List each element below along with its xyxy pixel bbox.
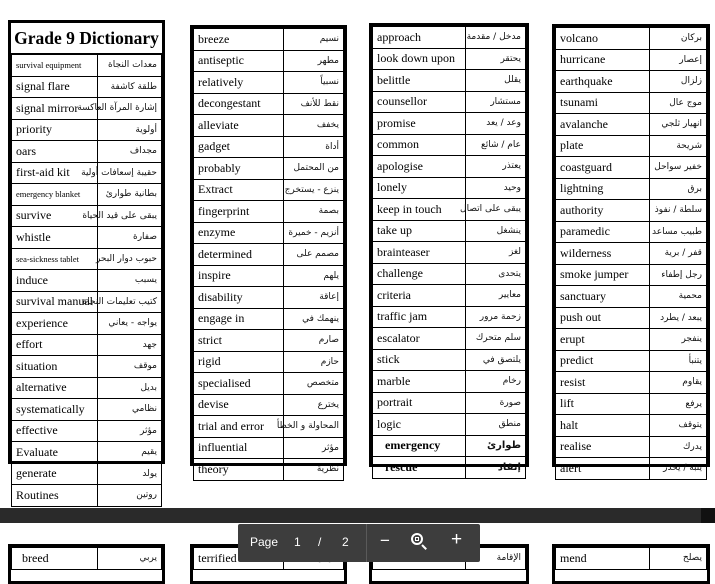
table-row [373, 70, 526, 92]
english-word: engage in [194, 308, 284, 330]
table-row [194, 394, 344, 416]
english-word: take up [373, 220, 466, 242]
english-word: probably [194, 158, 284, 180]
arabic-translation: صارم [284, 330, 344, 352]
arabic-translation: مستشار [466, 91, 526, 113]
arabic-translation: وحيد [466, 177, 526, 199]
english-word: effective [12, 420, 98, 442]
english-word: enzyme [194, 222, 284, 244]
table-row [194, 330, 344, 352]
table-row [12, 442, 162, 464]
page2-column-1 [8, 544, 165, 584]
arabic-translation: منطق [466, 414, 526, 436]
table-row [12, 377, 162, 399]
arabic-translation: يدرك [649, 436, 706, 458]
table-row [194, 158, 344, 180]
arabic-translation: زلزال [649, 71, 706, 93]
english-word: resist [556, 372, 650, 394]
arabic-translation: يعتذر [466, 156, 526, 178]
english-word: disability [194, 287, 284, 309]
arabic-translation: إنقاذ [466, 457, 526, 479]
page-label: Page [250, 535, 279, 549]
toolbar-divider [366, 524, 367, 562]
english-word: hurricane [556, 49, 650, 71]
table-row [194, 287, 344, 309]
english-word: traffic jam [373, 306, 466, 328]
table-row [373, 156, 526, 178]
english-word: alleviate [194, 115, 284, 137]
english-word: survival equipment [12, 55, 98, 77]
arabic-translation: يرفع [649, 393, 706, 415]
table-row [556, 393, 707, 415]
arabic-translation: خفير سواحل [649, 157, 706, 179]
arabic-translation: مدخل / مقدمة [466, 27, 526, 49]
table-row [373, 27, 526, 49]
table-row [194, 179, 344, 201]
english-word: whistle [12, 227, 98, 249]
english-word: determined [194, 244, 284, 266]
english-word: theory [194, 459, 284, 481]
arabic-translation: محمية [649, 286, 706, 308]
table-row [194, 351, 344, 373]
table-row [556, 307, 707, 329]
page2-column-4 [552, 544, 710, 584]
english-word: devise [194, 394, 284, 416]
english-word: inspire [194, 265, 284, 287]
table-row [194, 308, 344, 330]
arabic-translation: يلهم [284, 265, 344, 287]
arabic-translation: يواجه - يعاني [97, 313, 162, 335]
table-row [373, 392, 526, 414]
english-word: terrified [194, 548, 284, 570]
arabic-translation: من المحتمل [284, 158, 344, 180]
arabic-translation: يتحدى [466, 263, 526, 285]
arabic-translation: ينزع - يستخرج [284, 179, 344, 201]
table-row [194, 244, 344, 266]
arabic-translation: نظرية [284, 459, 344, 481]
table-row [12, 356, 162, 378]
viewer-scroll-edge [701, 508, 715, 523]
table-row [12, 334, 162, 356]
english-word: look down upon [373, 48, 466, 70]
arabic-translation: مصمم على [284, 244, 344, 266]
table-row [373, 435, 526, 457]
arabic-translation: أداة [284, 136, 344, 158]
table-row [373, 177, 526, 199]
table-row [556, 436, 707, 458]
arabic-translation: مطهر [284, 50, 344, 72]
english-word: keep in touch [373, 199, 466, 221]
arabic-translation: طلقة كاشفة [97, 76, 162, 98]
table-row [194, 115, 344, 137]
english-word: sanctuary [556, 286, 650, 308]
arabic-translation: وعد / يعد [466, 113, 526, 135]
english-word: antiseptic [194, 50, 284, 72]
english-word: criteria [373, 285, 466, 307]
english-word: generate [12, 463, 98, 485]
table-row [12, 291, 162, 313]
english-word: challenge [373, 263, 466, 285]
arabic-translation: إعاقة [284, 287, 344, 309]
current-page-input[interactable]: 1 [294, 535, 301, 549]
arabic-translation: يلتصق في [466, 349, 526, 371]
table-row [556, 49, 707, 71]
arabic-translation: بديل [97, 377, 162, 399]
english-word: smoke jumper [556, 264, 650, 286]
arabic-translation: يقاوم [649, 372, 706, 394]
table-row [556, 221, 707, 243]
table-row [194, 93, 344, 115]
table-row [373, 263, 526, 285]
english-word: experience [12, 313, 98, 335]
arabic-translation: إعصار [649, 49, 706, 71]
english-word: avalanche [556, 114, 650, 136]
arabic-translation: لغز [466, 242, 526, 264]
table-row [373, 328, 526, 350]
table-row [556, 114, 707, 136]
page2-word-table [555, 547, 707, 570]
table-row [194, 222, 344, 244]
english-word: breed [12, 548, 98, 570]
page-separator: / [318, 535, 322, 549]
english-word: lift [556, 393, 650, 415]
english-word: counsellor [373, 91, 466, 113]
english-word: systematically [12, 399, 98, 421]
arabic-translation: معدات النجاة [97, 55, 162, 77]
english-word: earthquake [556, 71, 650, 93]
table-row [12, 141, 162, 163]
english-word: approach [373, 27, 466, 49]
arabic-translation: حازم [284, 351, 344, 373]
arabic-translation: يخترع [284, 394, 344, 416]
arabic-translation: قفر / برية [649, 243, 706, 265]
arabic-translation: رجل إطفاء [649, 264, 706, 286]
total-pages: 2 [342, 535, 349, 549]
arabic-translation: يخفف [284, 115, 344, 137]
word-table [555, 27, 707, 480]
english-word: situation [12, 356, 98, 378]
english-word: erupt [556, 329, 650, 351]
english-word: emergency [373, 435, 466, 457]
english-word: oars [12, 141, 98, 163]
arabic-translation: برق [649, 178, 706, 200]
english-word: wilderness [556, 243, 650, 265]
english-word: survival manual [12, 291, 98, 313]
english-word: push out [556, 307, 650, 329]
english-word: signal flare [12, 76, 98, 98]
table-row [556, 243, 707, 265]
dictionary-column-4 [552, 24, 710, 475]
arabic-translation: يتوقف [649, 415, 706, 437]
arabic-translation: يسبب [97, 270, 162, 292]
arabic-translation: كتيب تعليمات النجاة [97, 291, 162, 313]
arabic-translation: ينبه / يحذر [649, 458, 706, 480]
english-word: realise [556, 436, 650, 458]
arabic-translation: يقلل [466, 70, 526, 92]
table-row [12, 270, 162, 292]
arabic-translation: صورة [466, 392, 526, 414]
table-row [373, 48, 526, 70]
arabic-translation: جهد [97, 334, 162, 356]
arabic-translation: يصلح [649, 548, 706, 570]
english-word: stick [373, 349, 466, 371]
english-word: decongestant [194, 93, 284, 115]
arabic-translation: ينهمك في [284, 308, 344, 330]
english-word: plate [556, 135, 650, 157]
english-word: common [373, 134, 466, 156]
english-word: tsunami [556, 92, 650, 114]
arabic-translation: يربي [97, 548, 162, 570]
table-row [373, 414, 526, 436]
english-word: volcano [556, 28, 650, 50]
arabic-translation: أولوية [97, 119, 162, 141]
english-word: Extract [194, 179, 284, 201]
arabic-translation: يبقى على اتصال [466, 199, 526, 221]
table-row [194, 459, 344, 481]
english-word: lightning [556, 178, 650, 200]
table-row [194, 373, 344, 395]
arabic-translation: يبعد / يطرد [649, 307, 706, 329]
english-word: Evaluate [12, 442, 98, 464]
viewer-page-separator [0, 508, 715, 523]
table-row [194, 29, 344, 51]
table-row [373, 220, 526, 242]
arabic-translation: الإقامة [466, 548, 526, 570]
table-row [12, 227, 162, 249]
english-word: promise [373, 113, 466, 135]
arabic-translation: نسيم [284, 29, 344, 51]
arabic-translation: صفارة [97, 227, 162, 249]
english-word: lonely [373, 177, 466, 199]
english-word: alternative [12, 377, 98, 399]
table-row [12, 485, 162, 507]
english-word: relatively [194, 72, 284, 94]
word-table [372, 26, 526, 479]
english-word: portrait [373, 392, 466, 414]
arabic-translation: حقيبة إسعافات أولية [97, 162, 162, 184]
page-title: Grade 9 Dictionary [11, 23, 162, 54]
english-word: predict [556, 350, 650, 372]
arabic-translation: ينفجر [649, 329, 706, 351]
table-row [556, 286, 707, 308]
pdf-viewer-toolbar [238, 524, 480, 562]
arabic-translation: موج عال [649, 92, 706, 114]
arabic-translation: نظامي [97, 399, 162, 421]
arabic-translation: بصمة [284, 201, 344, 223]
table-row [373, 113, 526, 135]
english-word: authority [556, 200, 650, 222]
table-row [12, 162, 162, 184]
english-word: belittle [373, 70, 466, 92]
arabic-translation: طبيب مساعد [649, 221, 706, 243]
table-row [556, 157, 707, 179]
arabic-translation: شريحة [649, 135, 706, 157]
arabic-translation: رخام [466, 371, 526, 393]
word-table [11, 54, 162, 507]
english-word: emergency blanket [12, 184, 98, 206]
english-word: survive [12, 205, 98, 227]
table-row [373, 199, 526, 221]
table-row [556, 264, 707, 286]
arabic-translation: مؤثر [97, 420, 162, 442]
english-word: induce [12, 270, 98, 292]
word-table [193, 28, 344, 481]
table-row [373, 371, 526, 393]
english-word: escalator [373, 328, 466, 350]
table-row [194, 437, 344, 459]
english-word: effort [12, 334, 98, 356]
english-word: rescue [373, 457, 466, 479]
arabic-translation: موقف [97, 356, 162, 378]
arabic-translation: مؤثر [284, 437, 344, 459]
english-word: logic [373, 414, 466, 436]
table-row [12, 248, 162, 270]
table-row [556, 28, 707, 50]
english-word: trial and error [194, 416, 284, 438]
english-word: paramedic [556, 221, 650, 243]
english-word: gadget [194, 136, 284, 158]
table-row [12, 205, 162, 227]
arabic-translation: يقيم [97, 442, 162, 464]
table-row [556, 415, 707, 437]
english-word: strict [194, 330, 284, 352]
table-row [12, 313, 162, 335]
table-row [194, 201, 344, 223]
table-row [373, 306, 526, 328]
english-word: priority [12, 119, 98, 141]
english-word: halt [556, 415, 650, 437]
arabic-translation: ينشغل [466, 220, 526, 242]
english-word: breeze [194, 29, 284, 51]
english-word: fingerprint [194, 201, 284, 223]
english-word: signal mirror [12, 98, 98, 120]
arabic-translation: أنزيم - خميرة [284, 222, 344, 244]
english-word: rigid [194, 351, 284, 373]
table-row [12, 420, 162, 442]
arabic-translation: روتين [97, 485, 162, 507]
table-row [556, 178, 707, 200]
page2-word-table [11, 547, 162, 570]
english-word: sea-sickness tablet [12, 248, 98, 270]
english-word: coastguard [556, 157, 650, 179]
dictionary-column-3 [369, 23, 529, 474]
table-row [12, 399, 162, 421]
table-row [12, 184, 162, 206]
table-row [556, 458, 707, 480]
table-row [194, 72, 344, 94]
dictionary-column-2 [190, 25, 347, 476]
english-word: Routines [12, 485, 98, 507]
arabic-translation: طوارئ [466, 435, 526, 457]
table-row [194, 265, 344, 287]
arabic-translation: انهيار ثلجي [649, 114, 706, 136]
table-row [556, 548, 707, 570]
arabic-translation: نقط للأنف [284, 93, 344, 115]
table-row [373, 134, 526, 156]
table-row [556, 71, 707, 93]
arabic-translation: مجداف [97, 141, 162, 163]
table-row [12, 463, 162, 485]
arabic-translation: المحاولة و الخطأ [284, 416, 344, 438]
english-word: first-aid kit [12, 162, 98, 184]
table-row [373, 242, 526, 264]
arabic-translation: سلم متحرك [466, 328, 526, 350]
table-row [194, 50, 344, 72]
table-row [12, 98, 162, 120]
table-row [556, 92, 707, 114]
arabic-translation: يبقى على قيد الحياة [97, 205, 162, 227]
table-row [194, 416, 344, 438]
dictionary-column-1 [8, 20, 165, 502]
table-row [556, 350, 707, 372]
table-row [556, 372, 707, 394]
arabic-translation: نسبياً [284, 72, 344, 94]
table-row [556, 135, 707, 157]
arabic-translation: بطانية طوارئ [97, 184, 162, 206]
english-word: alert [556, 458, 650, 480]
arabic-translation: يتنبأ [649, 350, 706, 372]
table-row [373, 457, 526, 479]
table-row [373, 91, 526, 113]
english-word: apologise [373, 156, 466, 178]
zoom-icon[interactable] [411, 533, 423, 545]
arabic-translation: حبوب دوار البحر [97, 248, 162, 270]
english-word: specialised [194, 373, 284, 395]
arabic-translation: إشارة المرآة العاكسة [97, 98, 162, 120]
table-row [373, 349, 526, 371]
arabic-translation: معايير [466, 285, 526, 307]
arabic-translation: زحمة مرور [466, 306, 526, 328]
table-row [12, 119, 162, 141]
arabic-translation: عام / شائع [466, 134, 526, 156]
arabic-translation: يحتقر [466, 48, 526, 70]
table-row [12, 55, 162, 77]
table-row [373, 285, 526, 307]
zoom-out-button[interactable]: − [380, 531, 390, 550]
arabic-translation: سلطة / نفوذ [649, 200, 706, 222]
arabic-translation: بركان [649, 28, 706, 50]
table-row [12, 76, 162, 98]
table-row [194, 136, 344, 158]
english-word: brainteaser [373, 242, 466, 264]
arabic-translation: متخصص [284, 373, 344, 395]
english-word: marble [373, 371, 466, 393]
english-word: mend [556, 548, 650, 570]
arabic-translation: يولد [97, 463, 162, 485]
english-word: influential [194, 437, 284, 459]
table-row [12, 548, 162, 570]
table-row [556, 200, 707, 222]
table-row [556, 329, 707, 351]
zoom-in-button[interactable]: + [451, 529, 463, 550]
